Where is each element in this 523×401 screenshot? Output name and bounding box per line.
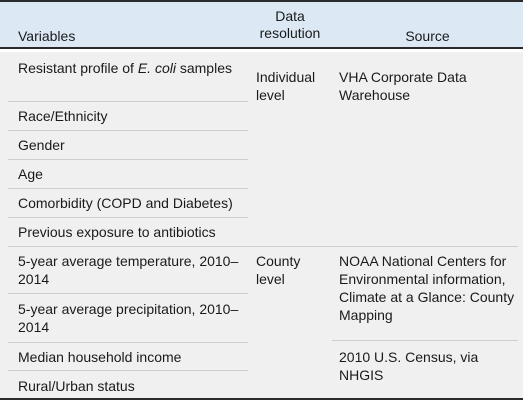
organism-name: E. coli xyxy=(137,60,176,76)
resolution-county: County level xyxy=(256,253,301,287)
variable-gender: Gender xyxy=(18,137,65,153)
resolution-individual: Individual level xyxy=(256,69,316,103)
row-divider xyxy=(8,159,248,160)
row-divider xyxy=(8,217,248,218)
variable-rural-urban: Rural/Urban status xyxy=(18,378,135,394)
variable-race-ethnicity: Race/Ethnicity xyxy=(18,108,108,124)
source-noaa: NOAA National Centers for Environmental information, Climate at a Glance: County Mapping xyxy=(339,253,515,323)
source-census: 2010 U.S. Census, via NHGIS xyxy=(339,349,479,383)
variable-resistant-profile-text: Resistant profile of E. coli samples xyxy=(18,60,232,76)
row-divider xyxy=(8,370,248,371)
row-divider xyxy=(8,188,248,189)
variable-antibiotic-exposure: Previous exposure to antibiotics xyxy=(18,224,216,240)
variable-household-income: Median household income xyxy=(18,349,182,365)
row-divider xyxy=(8,130,248,131)
table-bottom-rule xyxy=(0,398,523,400)
variable-resistant-profile xyxy=(18,59,250,77)
header-data-resolution: Data resolution xyxy=(259,8,321,41)
row-divider xyxy=(8,342,248,343)
source-divider xyxy=(332,340,518,341)
header-source: Source xyxy=(405,28,450,44)
variable-age: Age xyxy=(18,166,43,182)
variable-temperature: 5-year average temperature, 2010–2014 xyxy=(18,253,239,287)
source-vha: VHA Corporate Data Warehouse xyxy=(339,69,467,103)
header-variables: Variables xyxy=(18,28,76,44)
row-divider xyxy=(8,101,248,102)
variable-comorbidity: Comorbidity (COPD and Diabetes) xyxy=(18,195,233,211)
variable-precipitation: 5-year average precipitation, 2010–2014 xyxy=(18,301,239,335)
row-divider xyxy=(8,293,248,294)
group-divider xyxy=(8,246,518,247)
